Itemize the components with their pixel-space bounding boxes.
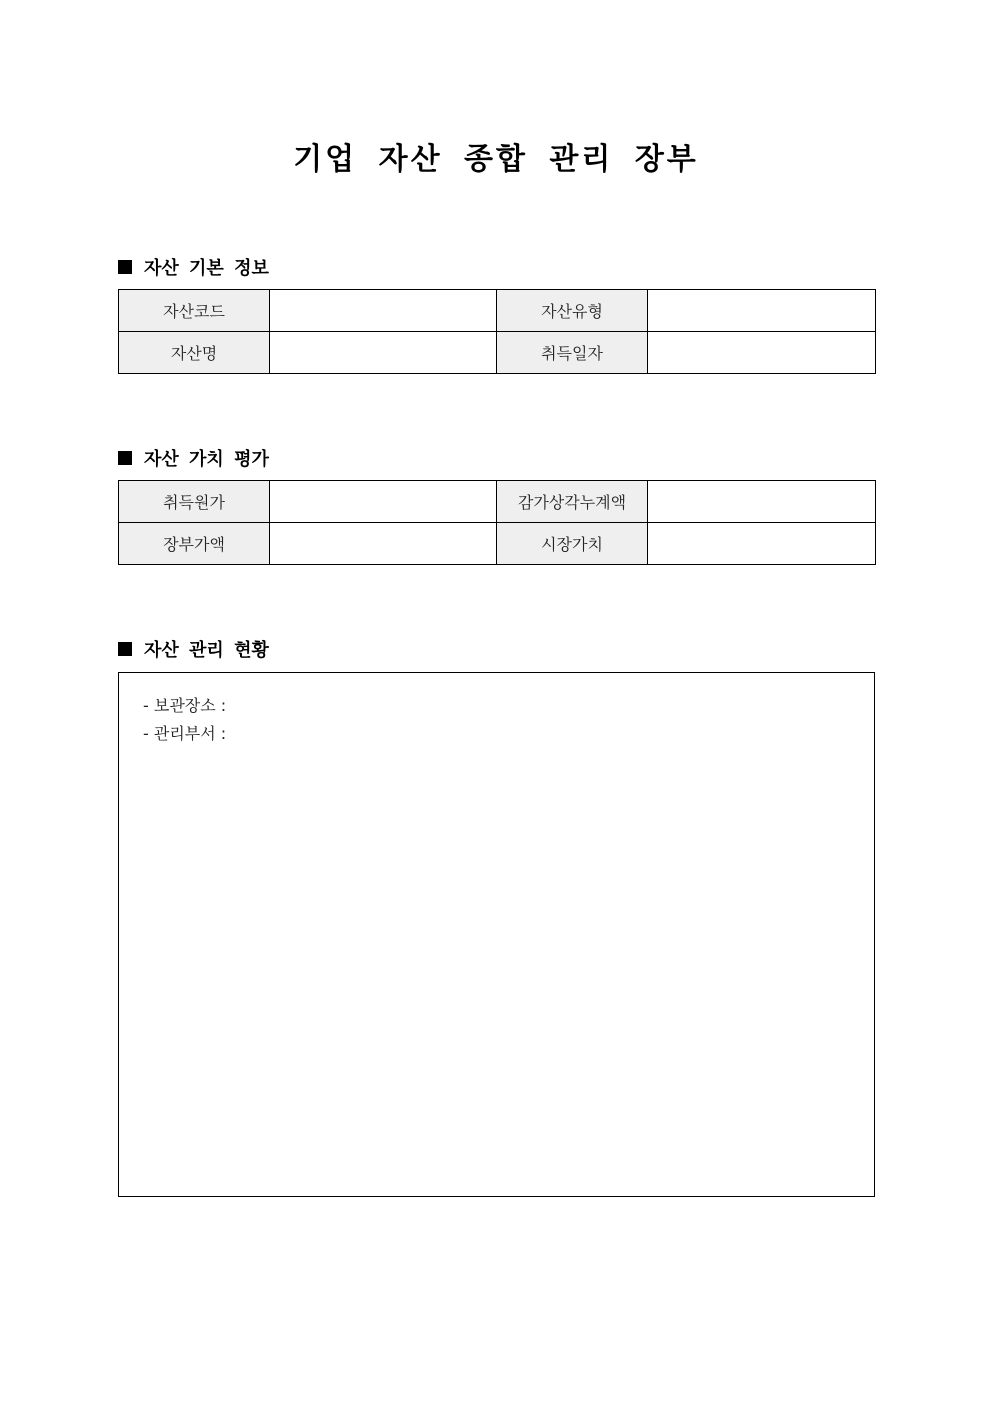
- section-heading-valuation: [118, 445, 269, 471]
- label-acquisition-cost: 취득원가: [119, 481, 270, 523]
- managing-department-line: - 관리부서 :: [143, 724, 227, 743]
- table-row: [119, 332, 876, 374]
- asset-name-field[interactable]: [270, 332, 497, 374]
- document-title: 기업 자산 종합 관리 장부: [293, 142, 699, 177]
- book-value-field[interactable]: [270, 523, 497, 565]
- label-asset-type: 자산유형: [497, 290, 648, 332]
- label-asset-name: 자산명: [119, 332, 270, 374]
- square-bullet-icon: [118, 642, 132, 656]
- label-book-value: 장부가액: [119, 523, 270, 565]
- market-value-field[interactable]: [648, 523, 876, 565]
- basic-info-table: [118, 289, 876, 374]
- asset-code-field[interactable]: [270, 290, 497, 332]
- table-row: [119, 481, 876, 523]
- label-accumulated-depreciation: 감가상각누계액: [497, 481, 648, 523]
- section-title: 자산 기본 정보: [144, 258, 269, 279]
- storage-location-line: - 보관장소 :: [143, 696, 227, 715]
- label-market-value: 시장가치: [497, 523, 648, 565]
- label-acquisition-date: 취득일자: [497, 332, 648, 374]
- valuation-table: [118, 480, 876, 565]
- section-title: 자산 관리 현황: [144, 640, 269, 661]
- section-title: 자산 가치 평가: [144, 449, 269, 470]
- section-heading-management-status: [118, 636, 269, 662]
- management-status-box[interactable]: [118, 672, 875, 1197]
- asset-type-field[interactable]: [648, 290, 876, 332]
- label-asset-code: 자산코드: [119, 290, 270, 332]
- table-row: [119, 290, 876, 332]
- section-heading-basic-info: [118, 254, 269, 280]
- square-bullet-icon: [118, 451, 132, 465]
- accumulated-depreciation-field[interactable]: [648, 481, 876, 523]
- square-bullet-icon: [118, 260, 132, 274]
- acquisition-date-field[interactable]: [648, 332, 876, 374]
- acquisition-cost-field[interactable]: [270, 481, 497, 523]
- table-row: [119, 523, 876, 565]
